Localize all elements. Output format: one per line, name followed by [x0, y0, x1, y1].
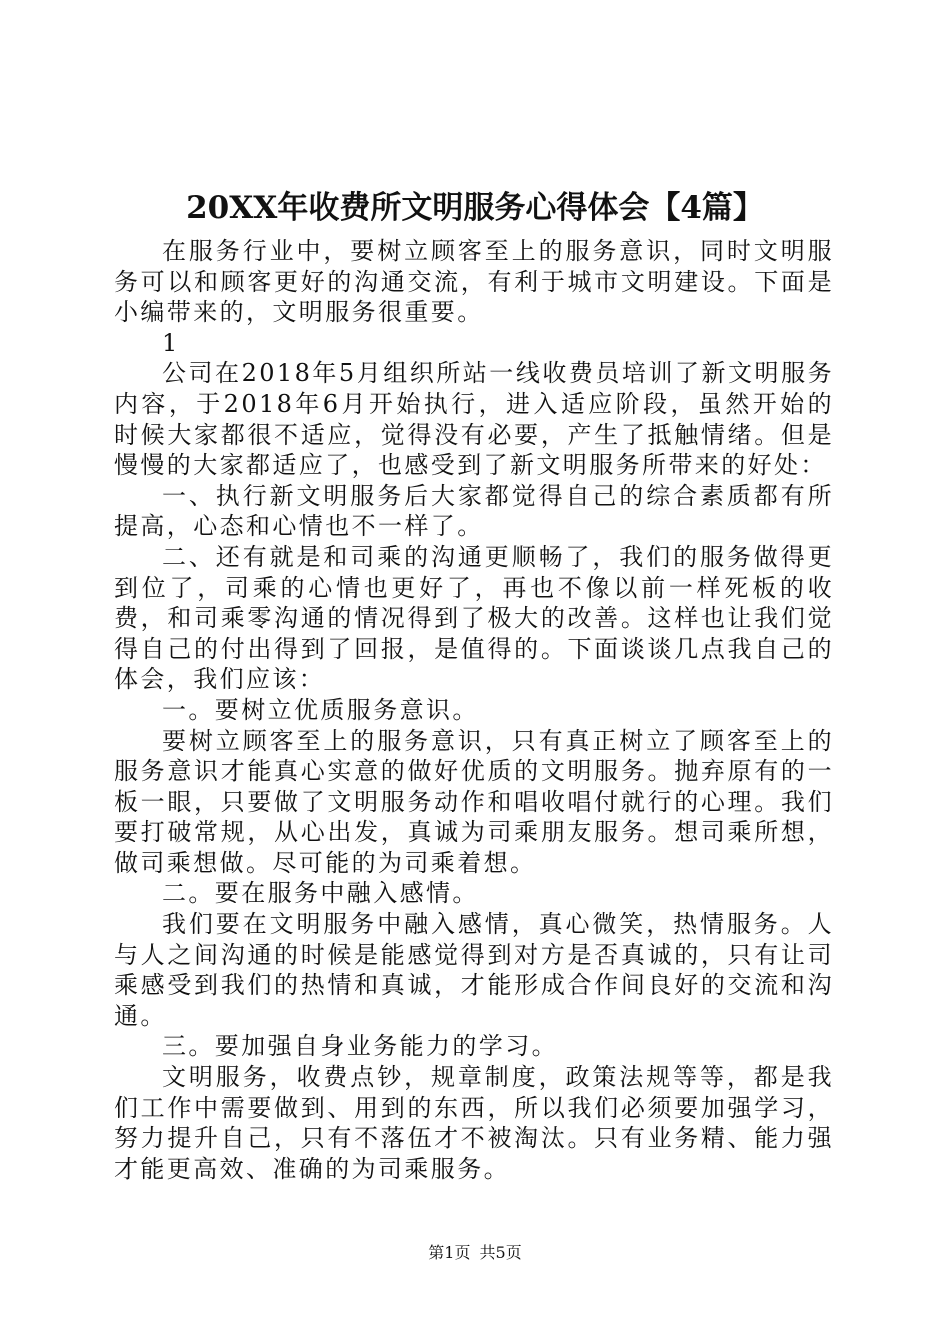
paragraph: 我们要在文明服务中融入感情，真心微笑，热情服务。人与人之间沟通的时候是能感觉得到对方是否真诚的，只有让司乘感受到我们的热情和真诚，才能形成合作间良好的交流和沟通。 — [114, 910, 834, 1030]
page-number-current: 第1页 — [428, 1243, 471, 1262]
paragraph: 二、还有就是和司乘的沟通更顺畅了，我们的服务做得更到位了，司乘的心情也更好了，再也不像以前一样死板的收费，和司乘零沟通的情况得到了极大的改善。这样也让我们觉得自己的付出得到了回报，是值得的。下面谈谈几点我自己的体会，我们应该： — [114, 542, 834, 694]
paragraph-heading: 三。要加强自身业务能力的学习。 — [162, 1032, 558, 1061]
page-footer — [0, 1242, 950, 1264]
paragraph-heading: 一。要树立优质服务意识。 — [162, 695, 479, 724]
paragraph-heading: 二。要在服务中融入感情。 — [162, 879, 479, 908]
paragraph: 公司在2018年5月组织所站一线收费员培训了新文明服务内容，于2018年6月开始执行，进入适应阶段，虽然开始的时候大家都很不适应，觉得没有必要，产生了抵触情绪。但是慢慢的大家都适应了，也感受到了新文明服务所带来的好处： — [114, 359, 834, 480]
paragraph: 文明服务，收费点钞，规章制度，政策法规等等，都是我们工作中需要做到、用到的东西，所以我们必须要加强学习，努力提升自己，只有不落伍才不被淘汰。只有业务精、能力强才能更高效、准确的为司乘服务。 — [114, 1063, 834, 1183]
document-title: 20XX年收费所文明服务心得体会【4篇】 — [186, 190, 764, 226]
paragraph: 要树立顾客至上的服务意识，只有真正树立了顾客至上的服务意识才能真心实意的做好优质的文明服务。抛弃原有的一板一眼，只要做了文明服务动作和唱收唱付就行的心理。我们要打破常规，从心出发，真诚为司乘朋友服务。想司乘所想，做司乘想做。尽可能的为司乘着想。 — [114, 726, 834, 877]
page-number-total: 共5页 — [479, 1243, 522, 1262]
document-body — [114, 236, 834, 1184]
paragraph: 一、执行新文明服务后大家都觉得自己的综合素质都有所提高，心态和心情也不一样了。 — [114, 481, 834, 541]
paragraph-intro: 在服务行业中，要树立顾客至上的服务意识，同时文明服务可以和顾客更好的沟通交流，有利于城市文明建设。下面是小编带来的，文明服务很重要。 — [114, 237, 834, 327]
paragraph-section-number: 1 — [162, 328, 180, 357]
